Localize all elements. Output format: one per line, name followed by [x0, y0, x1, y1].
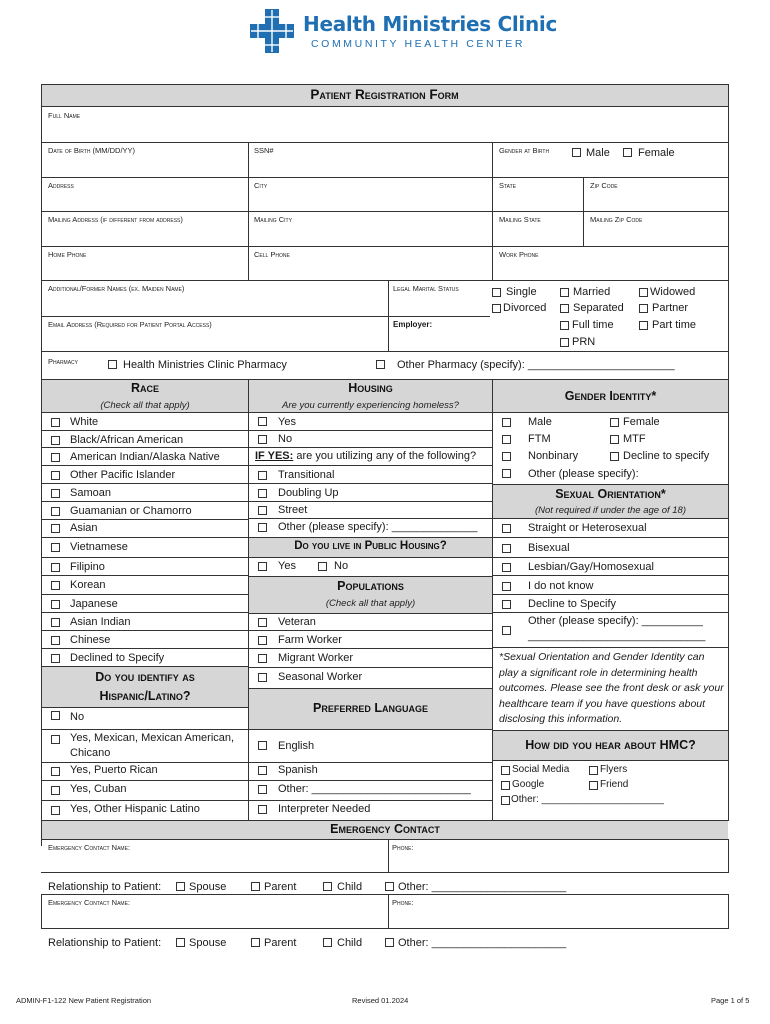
gi-male-checkbox[interactable] — [502, 418, 511, 427]
language-spanish-label: Spanish — [278, 764, 318, 776]
email-field[interactable]: Email Address (Required for Patient Portal Access) — [48, 320, 212, 329]
race-option-0-checkbox[interactable] — [51, 418, 60, 427]
hispanic-no-label: No — [70, 711, 85, 723]
separated-label: Separated — [573, 302, 624, 314]
housing-no-label: No — [278, 433, 293, 445]
footer-revised: Revised 01.2024 — [352, 996, 409, 1005]
so-other-checkbox[interactable] — [502, 626, 511, 635]
housing-option-2-checkbox[interactable] — [258, 506, 267, 515]
partner-label: Partner — [652, 302, 689, 314]
form-title: Patient Registration Form — [310, 87, 459, 102]
rel1-parent-checkbox[interactable] — [251, 882, 260, 891]
rel1-other-checkbox[interactable] — [385, 882, 394, 891]
race-subtitle: (Check all that apply) — [100, 400, 190, 411]
pharmacy-hmc-checkbox[interactable] — [108, 360, 117, 369]
public-housing-yes-checkbox[interactable] — [258, 562, 267, 571]
hispanic-cuban-checkbox[interactable] — [51, 786, 60, 795]
housing-option-3-label: Other (please specify): ______________ — [278, 521, 478, 533]
gi-male-label: Male — [528, 416, 552, 428]
so-option-4-label: Decline to Specify — [528, 598, 617, 610]
employer-label: Employer: — [393, 320, 433, 329]
hear-other-checkbox[interactable] — [501, 796, 510, 805]
race-option-13-label: Declined to Specify — [70, 652, 165, 664]
footer-form-id: ADMIN-F1-122 New Patient Registration — [16, 996, 152, 1005]
rel1-other-label: Other: ______________________ — [398, 881, 567, 893]
race-option-7-label: Vietnamese — [70, 541, 128, 553]
gi-female-label: Female — [623, 416, 660, 428]
gi-mtf-checkbox[interactable] — [610, 435, 619, 444]
race-option-6-checkbox[interactable] — [51, 524, 60, 533]
hear-flyers-checkbox[interactable] — [589, 766, 598, 775]
gi-other-label: Other (please specify): — [528, 468, 639, 480]
hispanic-puerto-rican-checkbox[interactable] — [51, 767, 60, 776]
gi-decline-label: Decline to specify — [623, 450, 710, 462]
rel2-child-checkbox[interactable] — [323, 938, 332, 947]
pharmacy-hmc-label: Health Ministries Clinic Pharmacy — [123, 359, 287, 371]
address-field[interactable]: Address — [48, 181, 74, 190]
race-option-2-checkbox[interactable] — [51, 453, 60, 462]
race-option-5-label: Guamanian or Chamorro — [70, 505, 192, 517]
so-option-3-checkbox[interactable] — [502, 582, 511, 591]
gi-female-checkbox[interactable] — [610, 418, 619, 427]
language-other-checkbox[interactable] — [258, 785, 267, 794]
partner-checkbox[interactable] — [639, 304, 648, 313]
city-field[interactable]: City — [254, 181, 268, 190]
rel2-other-label: Other: ______________________ — [398, 937, 567, 949]
populations-subtitle: (Check all that apply) — [325, 598, 416, 609]
hear-other-label: Other: ______________________ — [511, 794, 664, 805]
mailing-zip-field[interactable]: Mailing Zip Code — [590, 215, 643, 224]
population-option-3-checkbox[interactable] — [258, 673, 267, 682]
sogi-note: *Sexual Orientation and Gender Identity can play a significant role in determining health outcomes. Please see the front desk or ask your healthcare team if you have questions about disclosing this information. — [499, 651, 724, 725]
population-option-0-label: Veteran — [278, 616, 316, 628]
widowed-checkbox[interactable] — [639, 288, 648, 297]
hispanic-puerto-rican-label: Yes, Puerto Rican — [70, 764, 158, 776]
race-option-6-label: Asian — [70, 522, 98, 534]
race-option-3-checkbox[interactable] — [51, 471, 60, 480]
race-option-10-label: Japanese — [70, 598, 118, 610]
gi-other-checkbox[interactable] — [502, 469, 511, 478]
race-option-9-label: Korean — [70, 579, 106, 591]
hear-flyers-label: Flyers — [600, 764, 628, 775]
so-other-line2: _____________________________ — [528, 630, 706, 642]
rel1-parent-label: Parent — [264, 881, 297, 893]
gi-ftm-checkbox[interactable] — [502, 435, 511, 444]
rel1-child-checkbox[interactable] — [323, 882, 332, 891]
housing-option-0-checkbox[interactable] — [258, 471, 267, 480]
populations-title: Populations — [337, 579, 404, 593]
housing-yes-label: Yes — [278, 416, 296, 428]
sexual-orientation-subtitle: (Not required if under the age of 18) — [534, 505, 687, 516]
population-option-2-checkbox[interactable] — [258, 654, 267, 663]
race-option-4-label: Samoan — [70, 487, 111, 499]
language-english-checkbox[interactable] — [258, 741, 267, 750]
housing-if-yes-question: IF YES: are you utilizing any of the following? — [255, 450, 477, 462]
race-option-1-checkbox[interactable] — [51, 436, 60, 445]
housing-option-1-checkbox[interactable] — [258, 489, 267, 498]
race-option-10-checkbox[interactable] — [51, 600, 60, 609]
divorced-label: Divorced — [503, 302, 547, 314]
prn-checkbox[interactable] — [560, 338, 569, 347]
hear-about-title: How did you hear about HMC? — [525, 738, 696, 752]
widowed-label: Widowed — [650, 286, 696, 298]
female-label: Female — [638, 147, 675, 159]
dob-field[interactable]: Date of Birth (MM/DD/YY) — [48, 146, 136, 155]
population-option-3-label: Seasonal Worker — [278, 671, 363, 683]
single-checkbox[interactable] — [492, 288, 501, 297]
hispanic-title-line1: Do you identify as — [95, 670, 195, 684]
so-option-0-checkbox[interactable] — [502, 524, 511, 533]
part-time-label: Part time — [652, 319, 697, 331]
race-option-11-label: Asian Indian — [70, 616, 131, 628]
rel2-spouse-checkbox[interactable] — [176, 938, 185, 947]
hispanic-cuban-label: Yes, Cuban — [70, 783, 127, 795]
so-option-4-checkbox[interactable] — [502, 600, 511, 609]
hispanic-chicano-label: Chicano — [70, 747, 111, 759]
race-option-13-checkbox[interactable] — [51, 654, 60, 663]
population-option-1-checkbox[interactable] — [258, 636, 267, 645]
full-time-label: Full time — [572, 319, 614, 331]
emergency-title: Emergency Contact — [330, 822, 440, 836]
so-option-1-label: Bisexual — [528, 542, 570, 554]
emergency-contact-name-field-1[interactable]: Emergency Contact Name: — [48, 843, 130, 852]
so-option-1-checkbox[interactable] — [502, 544, 511, 553]
housing-option-2-label: Street — [278, 504, 308, 516]
part-time-checkbox[interactable] — [639, 321, 648, 330]
male-checkbox[interactable] — [572, 148, 581, 157]
clinic-logo-icon — [250, 9, 294, 53]
hispanic-other-checkbox[interactable] — [51, 806, 60, 815]
hear-friend-label: Friend — [600, 779, 629, 790]
housing-subtitle: Are you currently experiencing homeless? — [282, 400, 459, 411]
race-option-12-checkbox[interactable] — [51, 636, 60, 645]
pharmacy-other-label: Other Pharmacy (specify): ________________________ — [397, 359, 675, 371]
org-name: Health Ministries Clinic — [303, 12, 558, 36]
race-option-8-label: Filipino — [70, 561, 105, 573]
housing-option-1-label: Doubling Up — [278, 487, 339, 499]
emergency-phone-field-1[interactable]: Phone: — [392, 843, 414, 852]
race-option-2-label: American Indian/Alaska Native — [70, 451, 220, 463]
hear-google-checkbox[interactable] — [501, 781, 510, 790]
so-other-line1: Other (please specify): __________ — [528, 615, 703, 627]
org-subtitle: COMMUNITY HEALTH CENTER — [311, 38, 526, 50]
population-option-0-checkbox[interactable] — [258, 618, 267, 627]
mailing-state-field[interactable]: Mailing State — [499, 215, 541, 224]
emergency-phone-field-2[interactable]: Phone: — [392, 898, 414, 907]
public-housing-yes-label: Yes — [278, 560, 296, 572]
ssn-field[interactable]: SSN# — [254, 146, 274, 155]
public-housing-title: Do you live in Public Housing? — [294, 540, 447, 552]
language-interpreter-checkbox[interactable] — [258, 805, 267, 814]
sexual-orientation-title: Sexual Orientation* — [555, 487, 666, 501]
hispanic-no-checkbox[interactable] — [51, 711, 60, 720]
pharmacy-other-checkbox[interactable] — [376, 360, 385, 369]
so-option-2-label: Lesbian/Gay/Homosexual — [528, 561, 654, 573]
race-option-3-label: Other Pacific Islander — [70, 469, 176, 481]
female-checkbox[interactable] — [623, 148, 632, 157]
race-option-4-checkbox[interactable] — [51, 489, 60, 498]
public-housing-no-label: No — [334, 560, 349, 572]
hispanic-title-line2: Hispanic/Latino? — [99, 689, 191, 703]
population-option-2-label: Migrant Worker — [278, 652, 353, 664]
former-names-field[interactable]: Additional/Former Names (ex. Maiden Name) — [48, 284, 185, 293]
race-option-5-checkbox[interactable] — [51, 507, 60, 516]
separated-checkbox[interactable] — [560, 304, 569, 313]
rel2-spouse-label: Spouse — [189, 937, 227, 949]
mailing-address-field[interactable]: Mailing Address (if different from address) — [48, 215, 183, 224]
hear-social-checkbox[interactable] — [501, 766, 510, 775]
emergency-contact-name-field-2[interactable]: Emergency Contact Name: — [48, 898, 130, 907]
hear-friend-checkbox[interactable] — [589, 781, 598, 790]
zip-field[interactable]: Zip Code — [590, 181, 618, 190]
prn-label: PRN — [572, 336, 596, 348]
language-other-label: Other: __________________________ — [278, 783, 471, 795]
housing-option-3-checkbox[interactable] — [258, 523, 267, 532]
relationship-label-2: Relationship to Patient: — [48, 937, 162, 949]
housing-title: Housing — [348, 381, 393, 395]
so-option-0-label: Straight or Heterosexual — [528, 522, 647, 534]
language-english-label: English — [278, 740, 315, 752]
home-phone-field[interactable]: Home Phone — [48, 250, 87, 259]
hear-social-label: Social Media — [512, 764, 570, 775]
divorced-checkbox[interactable] — [492, 304, 501, 313]
rel2-child-label: Child — [337, 937, 363, 949]
race-option-11-checkbox[interactable] — [51, 618, 60, 627]
pharmacy-label: Pharmacy — [48, 357, 79, 366]
population-option-1-label: Farm Worker — [278, 634, 342, 646]
male-label: Male — [586, 147, 610, 159]
hispanic-other-label: Yes, Other Hispanic Latino — [70, 803, 200, 815]
rel1-spouse-checkbox[interactable] — [176, 882, 185, 891]
race-option-1-label: Black/African American — [70, 434, 184, 446]
single-label: Single — [506, 286, 537, 298]
hear-google-label: Google — [512, 779, 545, 790]
gender-identity-title: Gender Identity* — [564, 389, 657, 403]
gi-nonbinary-checkbox[interactable] — [502, 452, 511, 461]
hispanic-mexican-checkbox[interactable] — [51, 735, 60, 744]
housing-option-0-label: Transitional — [278, 469, 335, 481]
married-label: Married — [573, 286, 611, 298]
race-option-0-label: White — [70, 416, 99, 428]
married-checkbox[interactable] — [560, 288, 569, 297]
mailing-city-field[interactable]: Mailing City — [254, 215, 292, 224]
gender-at-birth-label: Gender at Birth — [499, 146, 550, 155]
rel2-parent-checkbox[interactable] — [251, 938, 260, 947]
rel2-other-checkbox[interactable] — [385, 938, 394, 947]
gi-mtf-label: MTF — [623, 433, 646, 445]
rel1-spouse-label: Spouse — [189, 881, 227, 893]
full-time-checkbox[interactable] — [560, 321, 569, 330]
language-interpreter-label: Interpreter Needed — [278, 803, 371, 815]
housing-no-checkbox[interactable] — [258, 435, 267, 444]
race-option-12-label: Chinese — [70, 634, 111, 646]
race-option-9-checkbox[interactable] — [51, 581, 60, 590]
race-option-7-checkbox[interactable] — [51, 543, 60, 552]
hispanic-mexican-label: Yes, Mexican, Mexican American, — [70, 732, 235, 744]
rel2-parent-label: Parent — [264, 937, 297, 949]
so-option-2-checkbox[interactable] — [502, 563, 511, 572]
language-spanish-checkbox[interactable] — [258, 766, 267, 775]
rel1-child-label: Child — [337, 881, 363, 893]
marital-status-label: Legal Marital Status — [393, 284, 459, 293]
so-option-3-label: I do not know — [528, 580, 594, 592]
work-phone-field[interactable]: Work Phone — [499, 250, 539, 259]
race-title: Race — [130, 381, 160, 395]
full-name-field[interactable]: Full Name — [48, 111, 81, 120]
housing-yes-checkbox[interactable] — [258, 417, 267, 426]
race-option-8-checkbox[interactable] — [51, 563, 60, 572]
gi-decline-checkbox[interactable] — [610, 452, 619, 461]
state-field[interactable]: State — [499, 181, 517, 190]
relationship-label-1: Relationship to Patient: — [48, 881, 162, 893]
gi-nonbinary-label: Nonbinary — [528, 450, 579, 462]
cell-phone-field[interactable]: Cell Phone — [254, 250, 290, 259]
footer-page: Page 1 of 5 — [711, 996, 750, 1005]
gi-ftm-label: FTM — [528, 433, 551, 445]
language-title: Preferred Language — [313, 701, 428, 715]
public-housing-no-checkbox[interactable] — [318, 562, 327, 571]
